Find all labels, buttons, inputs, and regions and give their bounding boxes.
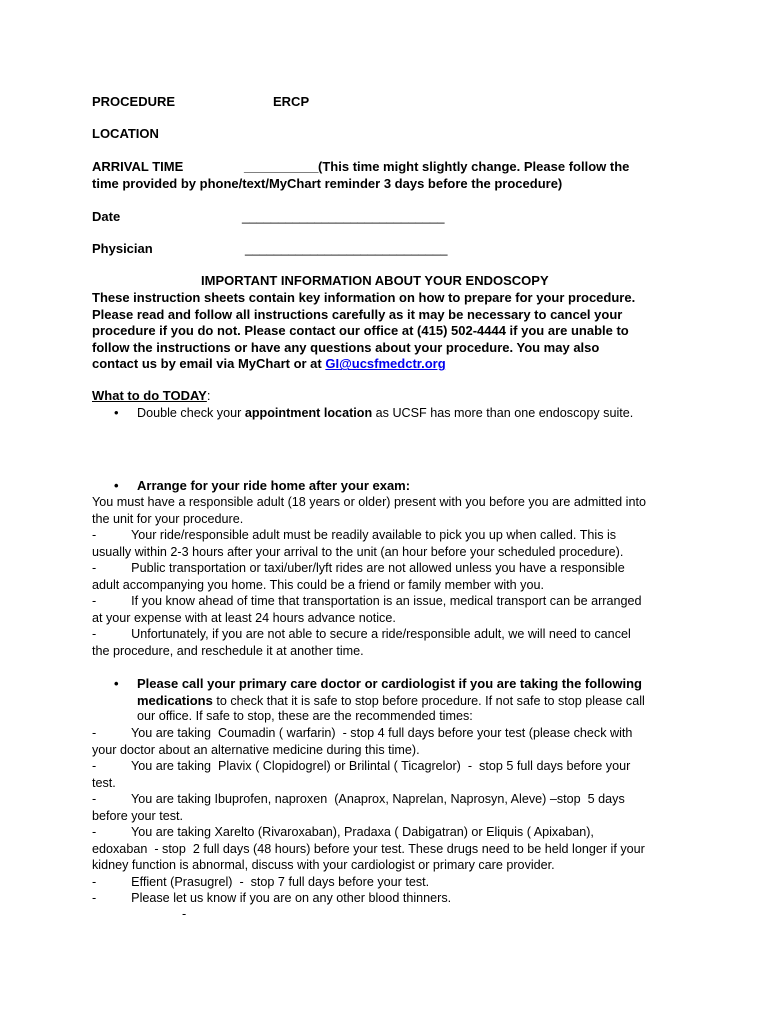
ride-line: the unit for your procedure.: [92, 511, 244, 526]
arrival-time-blank[interactable]: ___________: [244, 159, 319, 174]
important-line: procedure if you do not. Please contact our office at (415) 502-4444 if you are unable to: [92, 323, 629, 339]
important-line: These instruction sheets contain key information on how to prepare for your procedure.: [92, 290, 636, 305]
ride-line: You must have a responsible adult (18 years or older) present with you before you are admitted into: [92, 495, 646, 509]
arrival-time-label: ARRIVAL TIME: [92, 159, 184, 174]
today-item-bold: appointment location: [244, 406, 373, 420]
meds-line: test.: [92, 775, 116, 790]
ride-line: at your expense with at least 24 hours advance notice.: [92, 610, 396, 625]
ride-line: - Unfortunately, if you are not able to secure a ride/responsible adult, we will need to cancel: [92, 627, 631, 641]
procedure-value: ERCP: [273, 94, 310, 109]
today-item-pre: Double check your: [137, 406, 245, 420]
meds-heading-line1: Please call your primary care doctor or cardiologist if you are taking the following: [137, 676, 642, 691]
ride-line: usually within 2-3 hours after your arrival to the unit (an hour before your scheduled procedure).: [92, 544, 624, 559]
meds-line: - Effient (Prasugrel) - stop 7 full days before your test.: [92, 874, 430, 889]
important-line: Please read and follow all instructions carefully as it may be necessary to cancel your: [92, 306, 623, 322]
ride-body: [92, 494, 646, 659]
bullet-icon: •: [114, 478, 119, 493]
meds-line: edoxaban - stop 2 full days (48 hours) before your test. These drugs need to be held longer if your: [92, 841, 645, 856]
date-blank[interactable]: ____________________________: [242, 209, 445, 224]
ride-line: the procedure, and reschedule it at another time.: [92, 643, 364, 658]
meds-line: - You are taking Plavix ( Clopidogrel) or Brilintal ( Ticagrelor) - stop 5 full days before your: [92, 759, 631, 773]
email-link[interactable]: GI@ucsfmedctr.org: [325, 356, 446, 372]
ride-heading: Arrange for your ride home after your exam:: [137, 478, 411, 493]
today-heading: What to do TODAY: [92, 388, 207, 403]
meds-heading-line3: our office. If safe to stop, these are the recommended times:: [137, 709, 473, 723]
today-colon: :: [206, 388, 211, 403]
ride-line: - Your ride/responsible adult must be readily available to pick you up when called. This is: [92, 528, 617, 542]
trailing-dash: -: [182, 907, 187, 921]
meds-line: - You are taking Ibuprofen, naproxen (Anaprox, Naprelan, Naprosyn, Aleve) –stop 5 days: [92, 792, 625, 806]
meds-line: - You are taking Xarelto (Rivaroxaban), Pradaxa ( Dabigatran) or Eliquis ( Apixaban),: [92, 825, 594, 839]
important-heading: IMPORTANT INFORMATION ABOUT YOUR ENDOSCOPY: [201, 273, 549, 288]
arrival-time-note-line2: time provided by phone/text/MyChart reminder 3 days before the procedure): [92, 176, 563, 191]
physician-label: Physician: [92, 241, 153, 256]
today-item: [137, 406, 633, 420]
bullet-icon: •: [114, 676, 119, 691]
email-prefix: contact us by email via MyChart or at: [92, 356, 326, 372]
today-heading-line: [92, 388, 210, 403]
meds-line: kidney function is abnormal, discuss with your cardiologist or primary care provider.: [92, 858, 555, 872]
physician-blank[interactable]: ____________________________: [245, 241, 448, 256]
ride-line: - If you know ahead of time that transportation is an issue, medical transport can be arranged: [92, 594, 642, 608]
meds-heading-line2: [137, 693, 645, 708]
location-label: LOCATION: [92, 126, 159, 141]
meds-line: before your test.: [92, 808, 184, 823]
meds-heading-bold: medications: [137, 693, 213, 708]
meds-heading-rest: to check that it is safe to stop before procedure. If not safe to stop please call: [212, 694, 645, 708]
arrival-time-note: (This time might slightly change. Please follow the: [318, 159, 630, 174]
important-line-email: [92, 356, 635, 373]
date-label: Date: [92, 209, 121, 224]
today-item-post: as UCSF has more than one endoscopy suite.: [372, 406, 634, 420]
procedure-label: PROCEDURE: [92, 94, 176, 109]
meds-body: [92, 725, 645, 907]
meds-line: - You are taking Coumadin ( warfarin) - stop 4 full days before your test (please check with: [92, 726, 633, 740]
bullet-icon: •: [114, 405, 119, 420]
ride-line: - Public transportation or taxi/uber/lyft rides are not allowed unless you have a responsible: [92, 561, 625, 575]
meds-line: your doctor about an alternative medicine during this time).: [92, 742, 420, 757]
ride-line: adult accompanying you home. This could be a friend or family member with you.: [92, 577, 544, 592]
meds-line: - Please let us know if you are on any other blood thinners.: [92, 891, 452, 905]
important-body: [92, 290, 635, 373]
arrival-time-line: [244, 159, 629, 174]
important-line: follow the instructions or have any questions about your procedure. You may also: [92, 339, 600, 355]
